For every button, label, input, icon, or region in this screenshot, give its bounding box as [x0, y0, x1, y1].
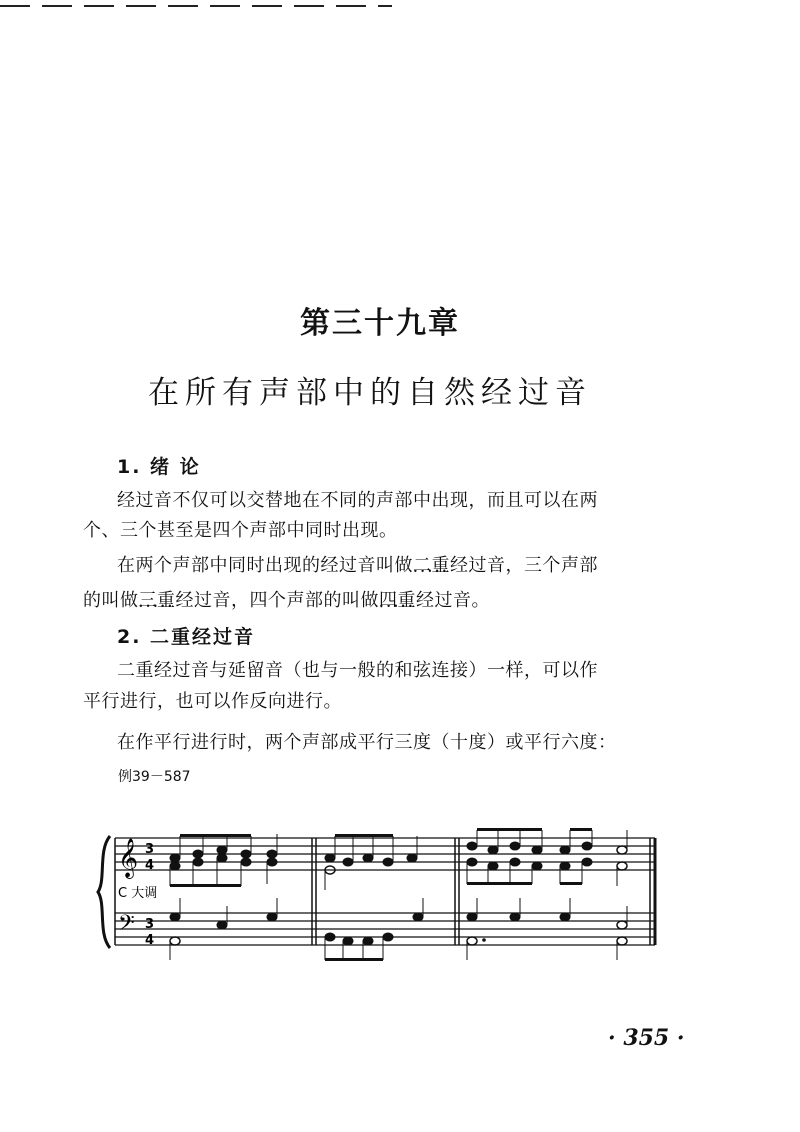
- treble-clef-icon: 𝄞: [118, 838, 139, 878]
- measure-1-notes: [170, 834, 277, 960]
- time-signature-top: 3: [145, 842, 155, 857]
- measure-2-notes: [325, 834, 423, 961]
- time-signature-bottom: 4: [145, 858, 155, 873]
- page-number: · 355 ·: [608, 1025, 685, 1051]
- section-1-paragraph-1-line-1: 经过音不仅可以交替地在不同的声部中出现，而且可以在两: [117, 490, 598, 511]
- chapter-title: 第三十九章: [300, 306, 460, 341]
- top-dashed-rule: [0, 0, 400, 12]
- section-1-paragraph-1-line-2: 个、三个甚至是四个声部中同时出现。: [83, 520, 398, 541]
- chapter-subtitle: 在所有声部中的自然经过音: [148, 375, 592, 411]
- bass-clef-icon: 𝄢: [118, 911, 135, 941]
- emphasized-term-double-passing-tone: 二重经过音 • • •: [413, 551, 506, 577]
- section-1-heading: 1. 绪 论: [117, 456, 201, 478]
- section-2-paragraph-1-line-1: 二重经过音与延留音（也与一般的和弦连接）一样，可以作: [117, 660, 598, 681]
- text-span: ，三个声部: [505, 555, 598, 576]
- time-signature-top: 3: [145, 917, 155, 932]
- measure-4-notes: [617, 830, 627, 960]
- text-span: 在两个声部中同时出现的经过音叫做: [117, 555, 413, 576]
- section-1-paragraph-2-line-1: [117, 551, 598, 577]
- section-1-paragraph-2-line-2: [83, 586, 490, 612]
- section-2-paragraph-2-line-1: 在作平行进行时，两个声部成平行三度（十度）或平行六度：: [117, 732, 617, 753]
- music-score: [0, 820, 700, 970]
- grand-staff-brace: [98, 836, 110, 948]
- text-span: 的叫做: [83, 590, 139, 611]
- measure-3-notes: [467, 828, 592, 960]
- section-2-paragraph-1-line-2: 平行进行，也可以作反向进行。: [83, 691, 342, 712]
- text-span: ，四个声部的叫做: [231, 590, 379, 611]
- emphasized-term-triple-passing-tone: 三重经过音 • • •: [139, 586, 232, 612]
- emphasized-term-quadruple-passing-tone: 四重经过音 • • •: [379, 586, 472, 612]
- section-2-heading: 2. 二重经过音: [117, 626, 256, 648]
- key-label: C 大调: [118, 886, 158, 901]
- time-signature-bottom: 4: [145, 933, 155, 948]
- example-label: 例39－587: [118, 769, 191, 785]
- text-span: 。: [471, 590, 490, 611]
